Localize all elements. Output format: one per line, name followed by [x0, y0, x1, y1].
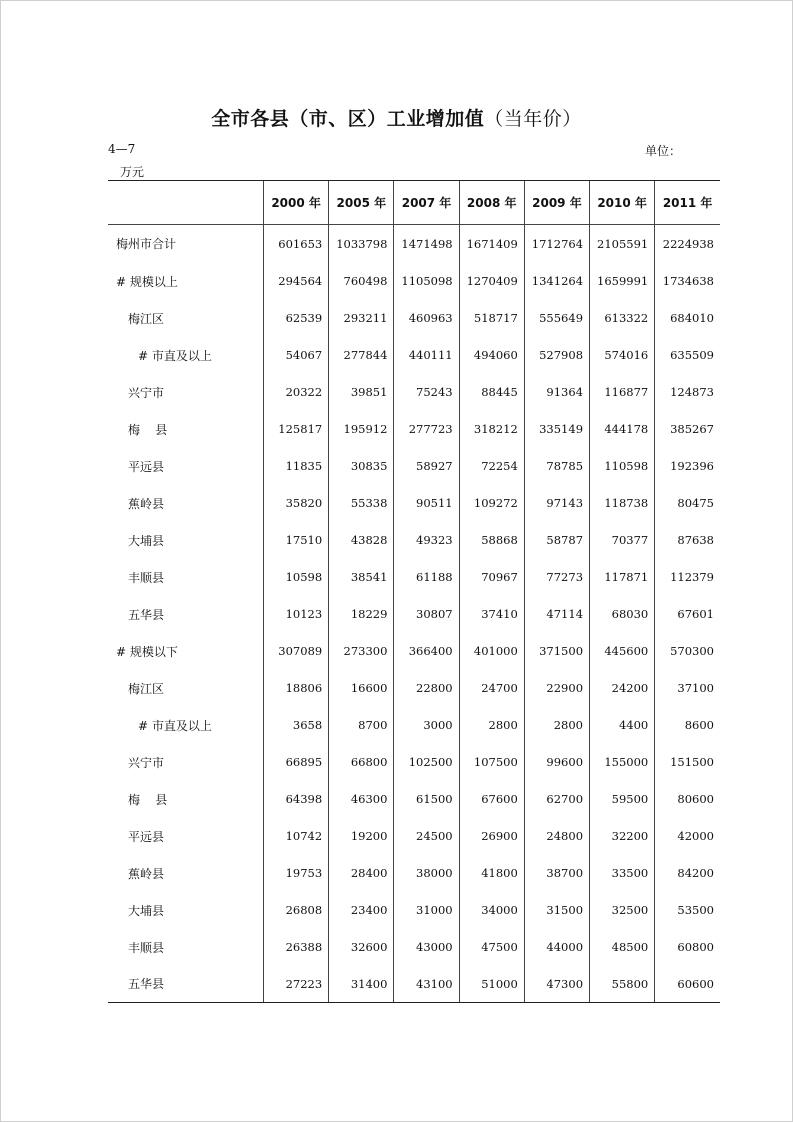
- value-cell: 31500: [524, 892, 589, 929]
- value-cell: 10598: [264, 559, 329, 596]
- row-label: 五华县: [128, 607, 165, 622]
- table-row: [108, 892, 720, 929]
- value-cell: 38700: [524, 855, 589, 892]
- value-cell: 107500: [459, 744, 524, 781]
- header-cell-year: 2000 年: [264, 181, 329, 225]
- value-cell: 26388: [264, 929, 329, 966]
- value-cell: 102500: [394, 744, 459, 781]
- value-cell: 2105591: [590, 225, 655, 263]
- header-cell-label: [108, 181, 264, 225]
- value-cell: 1659991: [590, 263, 655, 300]
- table-body: [108, 225, 720, 1003]
- value-cell: 31000: [394, 892, 459, 929]
- value-cell: 47500: [459, 929, 524, 966]
- table-code: 4—7: [108, 142, 136, 156]
- value-cell: 307089: [264, 633, 329, 670]
- table-row: [108, 337, 720, 374]
- value-cell: 70967: [459, 559, 524, 596]
- value-cell: 294564: [264, 263, 329, 300]
- value-cell: 16600: [329, 670, 394, 707]
- value-cell: 44000: [524, 929, 589, 966]
- value-cell: 11835: [264, 448, 329, 485]
- value-cell: 32200: [590, 818, 655, 855]
- table-row: [108, 263, 720, 300]
- industrial-value-table: [108, 180, 720, 1003]
- value-cell: 19200: [329, 818, 394, 855]
- value-cell: 43100: [394, 966, 459, 1003]
- value-cell: 67600: [459, 781, 524, 818]
- row-label: 大埔县: [128, 533, 165, 548]
- value-cell: 37410: [459, 596, 524, 633]
- value-cell: 574016: [590, 337, 655, 374]
- value-cell: 99600: [524, 744, 589, 781]
- table-row: [108, 744, 720, 781]
- value-cell: 78785: [524, 448, 589, 485]
- value-cell: 97143: [524, 485, 589, 522]
- value-cell: 30807: [394, 596, 459, 633]
- value-cell: 88445: [459, 374, 524, 411]
- value-cell: 613322: [590, 300, 655, 337]
- value-cell: 1033798: [329, 225, 394, 263]
- value-cell: 155000: [590, 744, 655, 781]
- value-cell: 43000: [394, 929, 459, 966]
- table-row: [108, 411, 720, 448]
- value-cell: 49323: [394, 522, 459, 559]
- row-label: 平远县: [128, 829, 165, 844]
- row-label: 丰顺县: [128, 940, 165, 955]
- value-cell: 80475: [655, 485, 720, 522]
- value-cell: 494060: [459, 337, 524, 374]
- table-row: [108, 300, 720, 337]
- table-row: [108, 670, 720, 707]
- value-cell: 23400: [329, 892, 394, 929]
- table-row: [108, 485, 720, 522]
- table-row: [108, 818, 720, 855]
- value-cell: 32600: [329, 929, 394, 966]
- value-cell: 35820: [264, 485, 329, 522]
- value-cell: 110598: [590, 448, 655, 485]
- value-cell: 24500: [394, 818, 459, 855]
- table-row: [108, 225, 720, 263]
- table-header: [108, 181, 720, 225]
- value-cell: 293211: [329, 300, 394, 337]
- value-cell: 192396: [655, 448, 720, 485]
- table-row: [108, 522, 720, 559]
- value-cell: 18229: [329, 596, 394, 633]
- header-cell-year: 2011 年: [655, 181, 720, 225]
- value-cell: 70377: [590, 522, 655, 559]
- value-cell: 19753: [264, 855, 329, 892]
- value-cell: 684010: [655, 300, 720, 337]
- value-cell: 109272: [459, 485, 524, 522]
- value-cell: 53500: [655, 892, 720, 929]
- value-cell: 51000: [459, 966, 524, 1003]
- value-cell: 2800: [524, 707, 589, 744]
- value-cell: 2224938: [655, 225, 720, 263]
- row-label: 兴宁市: [128, 385, 165, 400]
- value-cell: 635509: [655, 337, 720, 374]
- value-cell: 385267: [655, 411, 720, 448]
- header-cell-year: 2009 年: [524, 181, 589, 225]
- value-cell: 58927: [394, 448, 459, 485]
- table-row: [108, 855, 720, 892]
- row-label: # 规模以上: [116, 274, 178, 289]
- value-cell: 555649: [524, 300, 589, 337]
- value-cell: 17510: [264, 522, 329, 559]
- value-cell: 116877: [590, 374, 655, 411]
- value-cell: 2800: [459, 707, 524, 744]
- value-cell: 8600: [655, 707, 720, 744]
- value-cell: 41800: [459, 855, 524, 892]
- value-cell: 87638: [655, 522, 720, 559]
- value-cell: 80600: [655, 781, 720, 818]
- value-cell: 43828: [329, 522, 394, 559]
- value-cell: 151500: [655, 744, 720, 781]
- value-cell: 460963: [394, 300, 459, 337]
- value-cell: 335149: [524, 411, 589, 448]
- value-cell: 58787: [524, 522, 589, 559]
- value-cell: 34000: [459, 892, 524, 929]
- value-cell: 371500: [524, 633, 589, 670]
- value-cell: 54067: [264, 337, 329, 374]
- value-cell: 527908: [524, 337, 589, 374]
- value-cell: 18806: [264, 670, 329, 707]
- value-cell: 24800: [524, 818, 589, 855]
- table-row: [108, 596, 720, 633]
- value-cell: 1734638: [655, 263, 720, 300]
- table-row: [108, 374, 720, 411]
- page-title: [0, 104, 793, 131]
- value-cell: 445600: [590, 633, 655, 670]
- header-cell-year: 2008 年: [459, 181, 524, 225]
- value-cell: 444178: [590, 411, 655, 448]
- row-label: # 市直及以上: [138, 718, 212, 733]
- value-cell: 1341264: [524, 263, 589, 300]
- value-cell: 31400: [329, 966, 394, 1003]
- value-cell: 3000: [394, 707, 459, 744]
- row-label: 兴宁市: [128, 755, 165, 770]
- value-cell: 117871: [590, 559, 655, 596]
- value-cell: 1105098: [394, 263, 459, 300]
- value-cell: 48500: [590, 929, 655, 966]
- value-cell: 38000: [394, 855, 459, 892]
- value-cell: 1712764: [524, 225, 589, 263]
- value-cell: 10123: [264, 596, 329, 633]
- value-cell: 62700: [524, 781, 589, 818]
- header-cell-year: 2005 年: [329, 181, 394, 225]
- row-label: 大埔县: [128, 903, 165, 918]
- row-label: 梅州市合计: [116, 237, 177, 252]
- table-row: [108, 633, 720, 670]
- value-cell: 125817: [264, 411, 329, 448]
- value-cell: 277844: [329, 337, 394, 374]
- value-cell: 66895: [264, 744, 329, 781]
- value-cell: 33500: [590, 855, 655, 892]
- row-label: 梅江区: [128, 311, 165, 326]
- value-cell: 8700: [329, 707, 394, 744]
- title-main: 全市各县（市、区）工业增加值: [211, 108, 485, 130]
- value-cell: 60600: [655, 966, 720, 1003]
- value-cell: 318212: [459, 411, 524, 448]
- value-cell: 570300: [655, 633, 720, 670]
- value-cell: 62539: [264, 300, 329, 337]
- value-cell: 58868: [459, 522, 524, 559]
- value-cell: 30835: [329, 448, 394, 485]
- title-paren: （当年价）: [484, 108, 582, 130]
- table-row: [108, 707, 720, 744]
- value-cell: 46300: [329, 781, 394, 818]
- value-cell: 90511: [394, 485, 459, 522]
- value-cell: 67601: [655, 596, 720, 633]
- value-cell: 4400: [590, 707, 655, 744]
- value-cell: 66800: [329, 744, 394, 781]
- value-cell: 20322: [264, 374, 329, 411]
- value-cell: 37100: [655, 670, 720, 707]
- value-cell: 47300: [524, 966, 589, 1003]
- value-cell: 55800: [590, 966, 655, 1003]
- value-cell: 26808: [264, 892, 329, 929]
- value-cell: 55338: [329, 485, 394, 522]
- value-cell: 26900: [459, 818, 524, 855]
- row-label: # 市直及以上: [138, 348, 212, 363]
- row-label: 梅 县: [128, 792, 168, 807]
- value-cell: 72254: [459, 448, 524, 485]
- unit-label: 单位：: [645, 144, 682, 158]
- value-cell: 273300: [329, 633, 394, 670]
- row-label: 丰顺县: [128, 570, 165, 585]
- value-cell: 75243: [394, 374, 459, 411]
- value-cell: 42000: [655, 818, 720, 855]
- value-cell: 22800: [394, 670, 459, 707]
- row-label: 五华县: [108, 966, 264, 1003]
- row-label: # 规模以下: [116, 644, 178, 659]
- value-cell: 518717: [459, 300, 524, 337]
- header-row: [108, 181, 720, 225]
- row-label: 平远县: [128, 459, 165, 474]
- value-cell: 24700: [459, 670, 524, 707]
- value-cell: 440111: [394, 337, 459, 374]
- unit-value: 万元: [120, 165, 145, 179]
- value-cell: 61188: [394, 559, 459, 596]
- value-cell: 64398: [264, 781, 329, 818]
- table-row: [108, 781, 720, 818]
- header-cell-year: 2007 年: [394, 181, 459, 225]
- table-row: [108, 559, 720, 596]
- value-cell: 124873: [655, 374, 720, 411]
- value-cell: 118738: [590, 485, 655, 522]
- value-cell: 47114: [524, 596, 589, 633]
- value-cell: 1471498: [394, 225, 459, 263]
- value-cell: 112379: [655, 559, 720, 596]
- table-row: [108, 966, 720, 1003]
- value-cell: 601653: [264, 225, 329, 263]
- value-cell: 760498: [329, 263, 394, 300]
- value-cell: 91364: [524, 374, 589, 411]
- value-cell: 27223: [264, 966, 329, 1003]
- value-cell: 277723: [394, 411, 459, 448]
- value-cell: 401000: [459, 633, 524, 670]
- value-cell: 195912: [329, 411, 394, 448]
- value-cell: 1671409: [459, 225, 524, 263]
- value-cell: 3658: [264, 707, 329, 744]
- value-cell: 77273: [524, 559, 589, 596]
- value-cell: 366400: [394, 633, 459, 670]
- value-cell: 10742: [264, 818, 329, 855]
- value-cell: 24200: [590, 670, 655, 707]
- row-label: 梅 县: [128, 422, 168, 437]
- table-row: [108, 929, 720, 966]
- value-cell: 59500: [590, 781, 655, 818]
- value-cell: 28400: [329, 855, 394, 892]
- value-cell: 60800: [655, 929, 720, 966]
- value-cell: 39851: [329, 374, 394, 411]
- value-cell: 68030: [590, 596, 655, 633]
- header-cell-year: 2010 年: [590, 181, 655, 225]
- row-label: 蕉岭县: [128, 866, 165, 881]
- row-label: 梅江区: [128, 681, 165, 696]
- value-cell: 22900: [524, 670, 589, 707]
- value-cell: 32500: [590, 892, 655, 929]
- value-cell: 38541: [329, 559, 394, 596]
- table-row: [108, 448, 720, 485]
- row-label: 蕉岭县: [128, 496, 165, 511]
- value-cell: 61500: [394, 781, 459, 818]
- value-cell: 84200: [655, 855, 720, 892]
- value-cell: 1270409: [459, 263, 524, 300]
